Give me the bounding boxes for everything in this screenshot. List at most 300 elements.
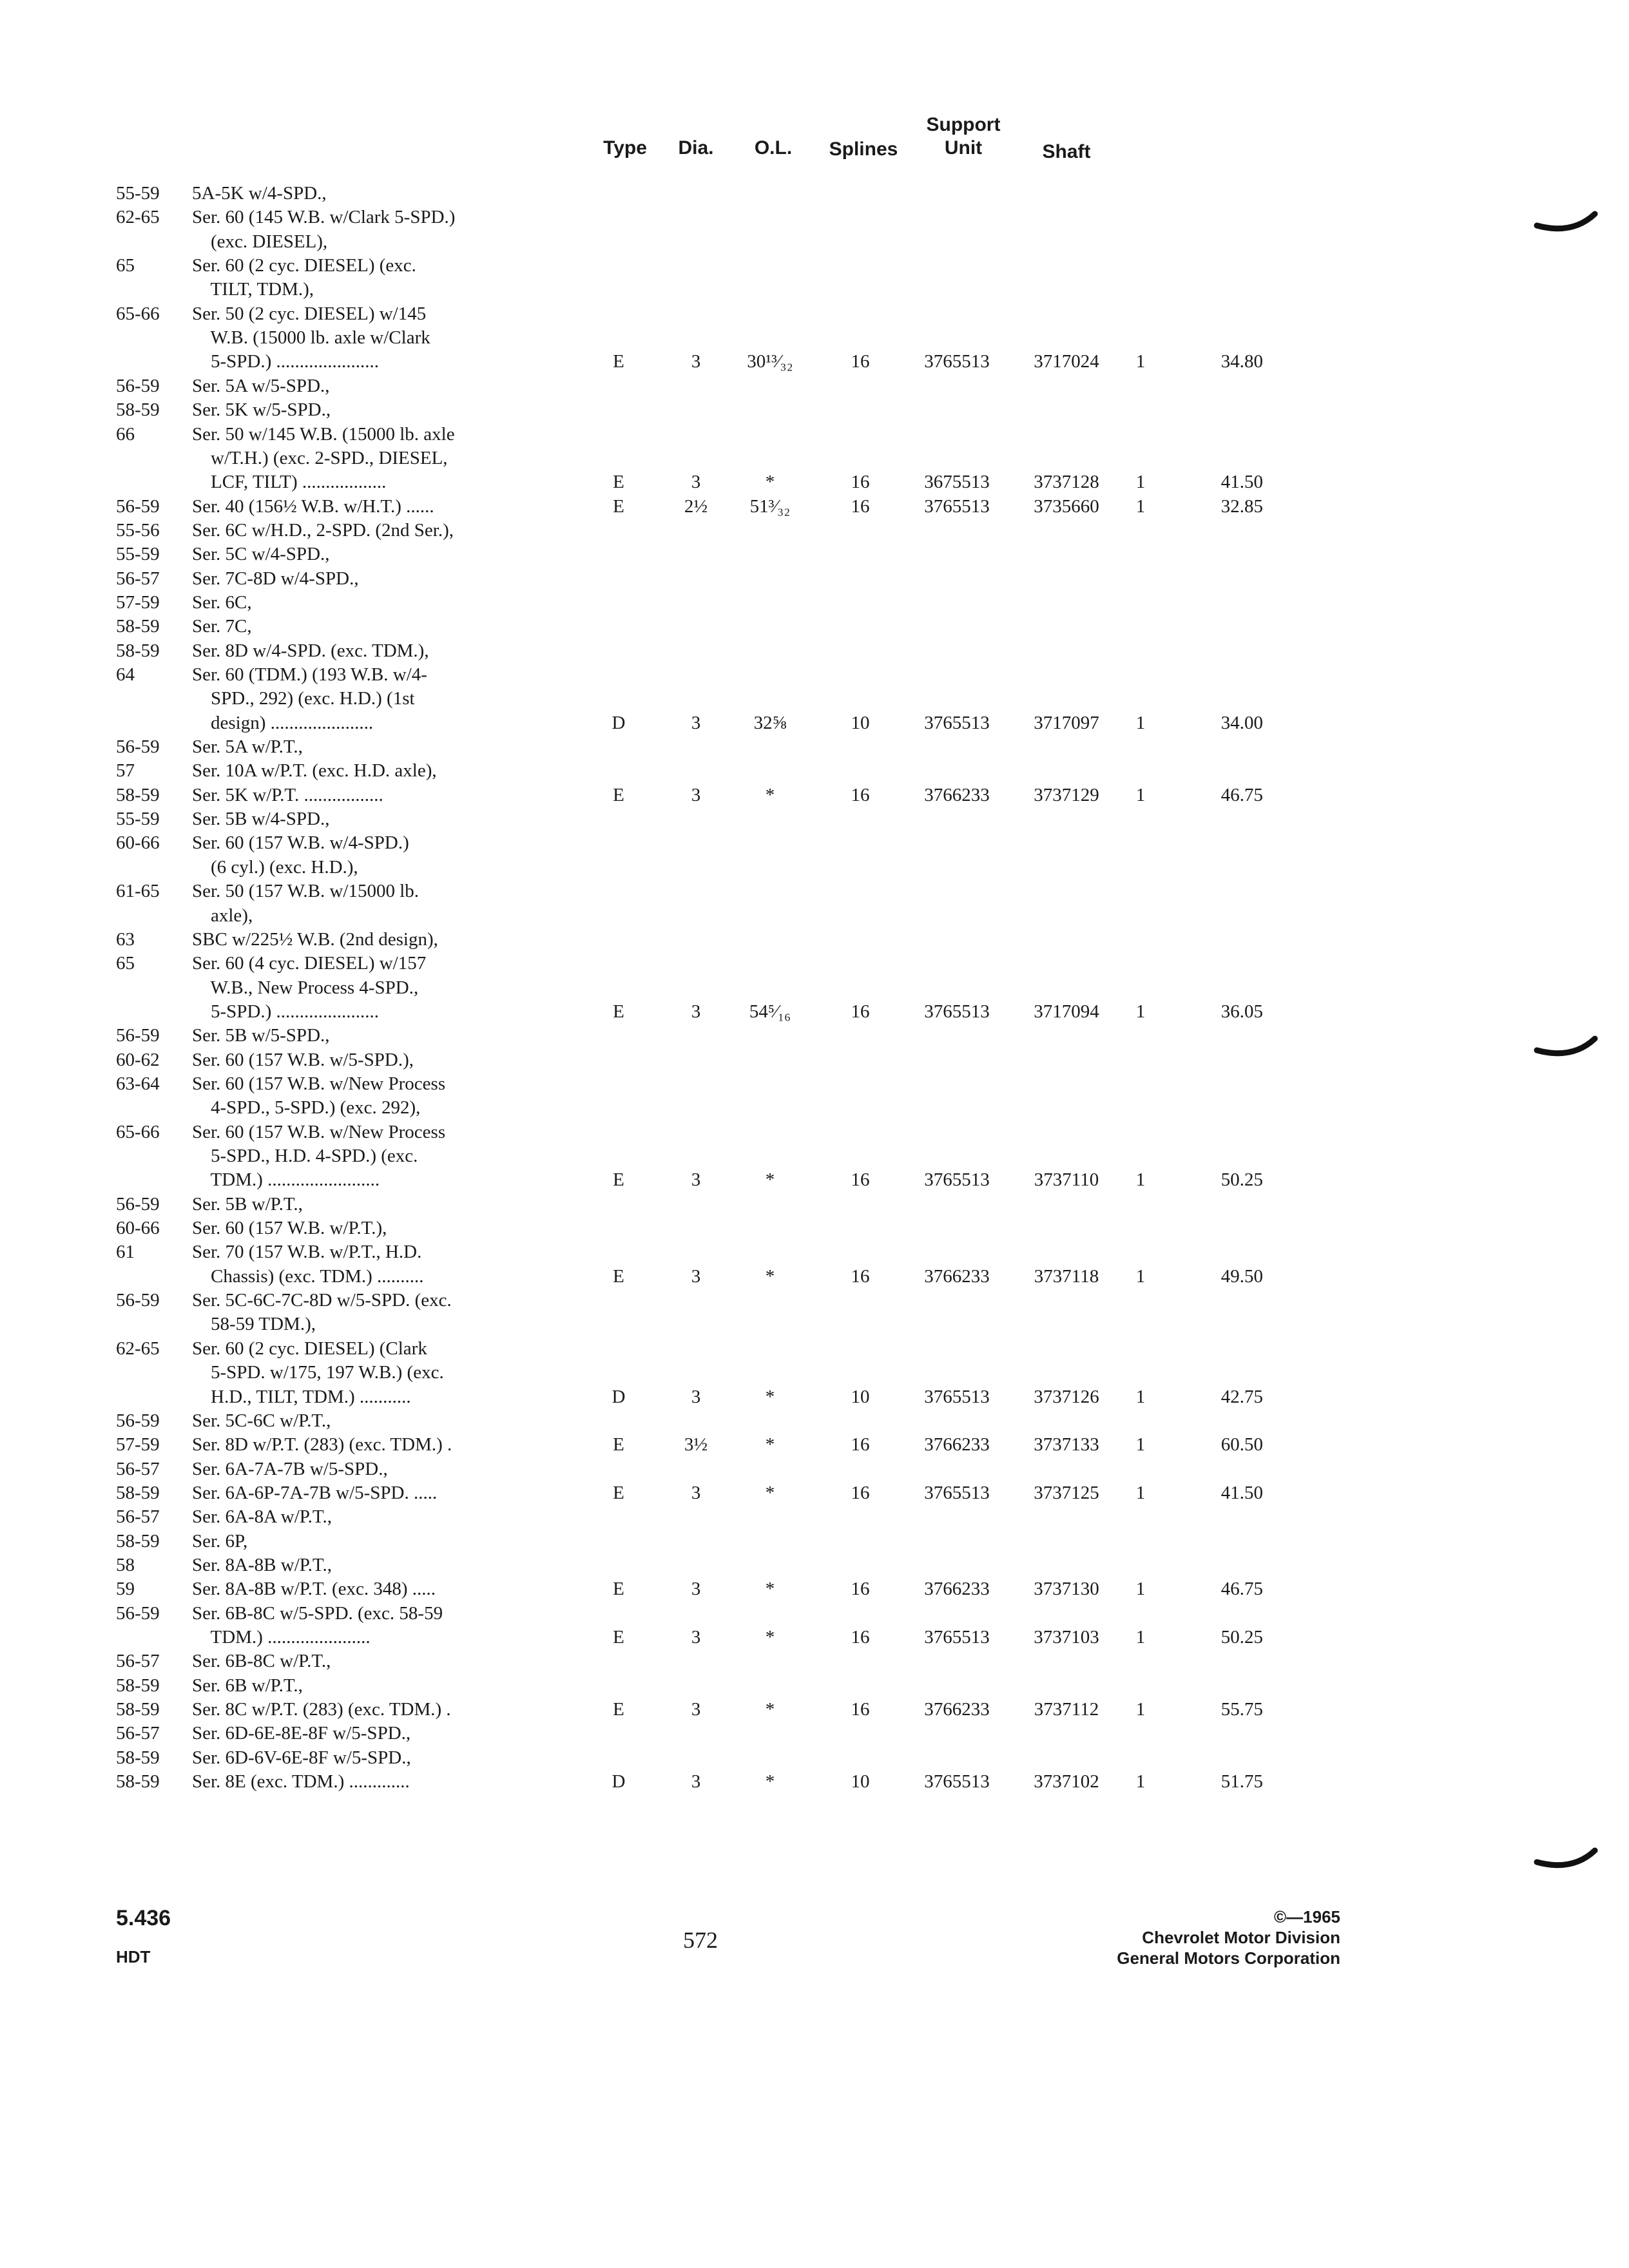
quantity-cell: 1 bbox=[1135, 1169, 1146, 1191]
price-cell: 34.80 bbox=[1220, 351, 1263, 372]
header-shaft: Shaft bbox=[1042, 141, 1091, 162]
shaft-cell: 3737110 bbox=[1034, 1169, 1099, 1191]
diameter-cell: 3 bbox=[691, 1386, 701, 1407]
price-cell: 32.85 bbox=[1220, 495, 1263, 517]
table-row bbox=[0, 1626, 1629, 1651]
year-range: 58-59 bbox=[116, 1771, 160, 1792]
support-unit-cell: 3765513 bbox=[924, 1001, 990, 1022]
description: Ser. 5C-6C w/P.T., bbox=[192, 1410, 331, 1431]
shaft-cell: 3737118 bbox=[1034, 1265, 1099, 1287]
year-range: 65 bbox=[116, 953, 135, 974]
type-cell: E bbox=[613, 472, 624, 493]
splines-cell: 10 bbox=[851, 1386, 870, 1407]
description: 5-SPD. w/175, 197 W.B.) (exc. bbox=[192, 1362, 444, 1383]
shaft-cell: 3717024 bbox=[1034, 351, 1099, 372]
splines-cell: 16 bbox=[851, 1265, 870, 1287]
table-text-line bbox=[0, 976, 1629, 1002]
year-range: 56-59 bbox=[116, 375, 160, 396]
support-unit-cell: 3766233 bbox=[924, 1579, 990, 1600]
table-row bbox=[0, 470, 1629, 496]
description: Ser. 60 (157 W.B. w/New Process bbox=[192, 1121, 446, 1142]
quantity-cell: 1 bbox=[1135, 784, 1146, 805]
quantity-cell: 1 bbox=[1135, 1386, 1146, 1407]
description: Ser. 5K w/P.T. ................. bbox=[192, 784, 383, 805]
table-text-line bbox=[0, 519, 1629, 544]
table-text-line bbox=[0, 879, 1629, 905]
header-dia: Dia. bbox=[678, 137, 714, 159]
price-cell: 34.00 bbox=[1220, 712, 1263, 733]
table-text-line bbox=[0, 374, 1629, 400]
year-range: 58 bbox=[116, 1554, 135, 1575]
table-text-line bbox=[0, 639, 1629, 665]
table-text-line bbox=[0, 735, 1629, 761]
quantity-cell: 1 bbox=[1135, 1001, 1146, 1022]
shaft-cell: 3737125 bbox=[1034, 1482, 1099, 1503]
table-text-line bbox=[0, 1120, 1629, 1146]
overall-length-cell: * bbox=[765, 784, 775, 805]
year-range: 56-59 bbox=[116, 495, 160, 517]
support-unit-cell: 3765513 bbox=[924, 1169, 990, 1191]
year-range: 60-66 bbox=[116, 832, 160, 854]
overall-length-cell: * bbox=[765, 1434, 775, 1456]
table-text-line bbox=[0, 423, 1629, 448]
splines-cell: 16 bbox=[851, 495, 870, 517]
shaft-cell: 3737103 bbox=[1034, 1627, 1099, 1648]
diameter-cell: 3 bbox=[691, 351, 701, 372]
shaft-cell: 3737130 bbox=[1034, 1579, 1099, 1600]
description: Ser. 60 (157 W.B. w/5-SPD.), bbox=[192, 1049, 414, 1070]
price-cell: 42.75 bbox=[1220, 1386, 1263, 1407]
description: Ser. 6B w/P.T., bbox=[192, 1675, 303, 1696]
year-range: 58-59 bbox=[116, 784, 160, 805]
header-support-unit: Support Unit bbox=[926, 114, 1001, 159]
description: Ser. 8A-8B w/P.T., bbox=[192, 1554, 332, 1575]
table-text-line bbox=[0, 326, 1629, 352]
description: Ser. 60 (157 W.B. w/4-SPD.) bbox=[192, 832, 409, 854]
quantity-cell: 1 bbox=[1135, 1265, 1146, 1287]
page-number: 572 bbox=[683, 1927, 718, 1953]
year-range: 56-57 bbox=[116, 568, 160, 589]
table-row bbox=[0, 1265, 1629, 1291]
description: Ser. 6A-7A-7B w/5-SPD., bbox=[192, 1458, 388, 1479]
section-number: 5.436 bbox=[116, 1906, 171, 1930]
description: 5-SPD.) ...................... bbox=[192, 1001, 380, 1022]
splines-cell: 10 bbox=[851, 1771, 870, 1792]
year-range: 56-57 bbox=[116, 1506, 160, 1528]
overall-length-cell: 30¹³⁄₃₂ bbox=[747, 351, 793, 372]
year-range: 58-59 bbox=[116, 640, 160, 661]
overall-length-cell: * bbox=[765, 1771, 775, 1792]
splines-cell: 16 bbox=[851, 1579, 870, 1600]
table-row bbox=[0, 711, 1629, 737]
table-text-line bbox=[0, 759, 1629, 785]
quantity-cell: 1 bbox=[1135, 712, 1146, 733]
support-unit-cell: 3765513 bbox=[924, 712, 990, 733]
table-row bbox=[0, 1481, 1629, 1507]
table-text-line bbox=[0, 856, 1629, 881]
description: Ser. 50 (2 cyc. DIESEL) w/145 bbox=[192, 303, 427, 324]
table-text-line bbox=[0, 1289, 1629, 1314]
splines-cell: 16 bbox=[851, 1169, 870, 1191]
table-text-line bbox=[0, 1674, 1629, 1700]
description: H.D., TILT, TDM.) ........... bbox=[192, 1386, 411, 1407]
diameter-cell: 3 bbox=[691, 1579, 701, 1600]
table-text-line bbox=[0, 398, 1629, 424]
description: Ser. 6B-8C w/5-SPD. (exc. 58-59 bbox=[192, 1602, 443, 1624]
price-cell: 41.50 bbox=[1220, 472, 1263, 493]
description: Ser. 6A-6P-7A-7B w/5-SPD. ..... bbox=[192, 1482, 438, 1503]
description: Ser. 60 (157 W.B. w/New Process bbox=[192, 1073, 446, 1094]
overall-length-cell: * bbox=[765, 1699, 775, 1720]
description: Ser. 10A w/P.T. (exc. H.D. axle), bbox=[192, 760, 437, 782]
description: Ser. 8D w/4-SPD. (exc. TDM.), bbox=[192, 640, 429, 661]
year-range: 62-65 bbox=[116, 1338, 160, 1359]
price-cell: 46.75 bbox=[1220, 1579, 1263, 1600]
table-row bbox=[0, 1385, 1629, 1411]
corporation-name: General Motors Corporation bbox=[1117, 1948, 1340, 1968]
type-cell: E bbox=[613, 1699, 624, 1720]
type-cell: D bbox=[612, 1771, 626, 1792]
splines-cell: 16 bbox=[851, 351, 870, 372]
table-text-line bbox=[0, 1361, 1629, 1387]
description: Ser. 8D w/P.T. (283) (exc. TDM.) . bbox=[192, 1434, 452, 1456]
year-range: 55-59 bbox=[116, 809, 160, 830]
table-row bbox=[0, 1577, 1629, 1603]
support-unit-cell: 3765513 bbox=[924, 1386, 990, 1407]
shaft-cell: 3737129 bbox=[1034, 784, 1099, 805]
splines-cell: 16 bbox=[851, 784, 870, 805]
table-text-line bbox=[0, 543, 1629, 568]
description: Ser. 6C, bbox=[192, 591, 252, 613]
price-cell: 50.25 bbox=[1220, 1627, 1263, 1648]
type-cell: E bbox=[613, 1627, 624, 1648]
description: Ser. 6C w/H.D., 2-SPD. (2nd Ser.), bbox=[192, 519, 454, 541]
type-cell: E bbox=[613, 351, 624, 372]
shaft-cell: 3737126 bbox=[1034, 1386, 1099, 1407]
overall-length-cell: * bbox=[765, 1386, 775, 1407]
year-range: 58-59 bbox=[116, 1530, 160, 1552]
description: Ser. 5B w/4-SPD., bbox=[192, 809, 330, 830]
year-range: 56-59 bbox=[116, 1025, 160, 1046]
table-row bbox=[0, 1770, 1629, 1796]
table-text-line bbox=[0, 1409, 1629, 1435]
table-text-line bbox=[0, 1553, 1629, 1579]
description: Ser. 5C-6C-7C-8D w/5-SPD. (exc. bbox=[192, 1290, 452, 1311]
table-row bbox=[0, 1000, 1629, 1026]
table-text-line bbox=[0, 952, 1629, 977]
description: Ser. 40 (156½ W.B. w/H.T.) ...... bbox=[192, 495, 434, 517]
description: LCF, TILT) .................. bbox=[192, 472, 387, 493]
support-unit-cell: 3765513 bbox=[924, 1771, 990, 1792]
type-cell: E bbox=[613, 1001, 624, 1022]
description: Ser. 60 (4 cyc. DIESEL) w/157 bbox=[192, 953, 427, 974]
table-row bbox=[0, 495, 1629, 521]
quantity-cell: 1 bbox=[1135, 495, 1146, 517]
description: (6 cyl.) (exc. H.D.), bbox=[192, 856, 358, 878]
table-text-line bbox=[0, 591, 1629, 617]
description: 58-59 TDM.), bbox=[192, 1314, 316, 1335]
price-cell: 36.05 bbox=[1220, 1001, 1263, 1022]
splines-cell: 16 bbox=[851, 1434, 870, 1456]
description: (exc. DIESEL), bbox=[192, 231, 328, 252]
description: 5-SPD., H.D. 4-SPD.) (exc. bbox=[192, 1146, 418, 1166]
quantity-cell: 1 bbox=[1135, 1482, 1146, 1503]
table-text-line bbox=[0, 807, 1629, 833]
overall-length-cell: * bbox=[765, 1627, 775, 1648]
description: Ser. 60 (157 W.B. w/P.T.), bbox=[192, 1218, 387, 1239]
table-text-line bbox=[0, 1216, 1629, 1242]
year-range: 64 bbox=[116, 664, 135, 685]
support-unit-cell: 3766233 bbox=[924, 1699, 990, 1720]
quantity-cell: 1 bbox=[1135, 1771, 1146, 1792]
description: Ser. 60 (2 cyc. DIESEL) (exc. bbox=[192, 255, 416, 276]
description: Ser. 7C, bbox=[192, 616, 252, 637]
copyright: ©—1965 bbox=[1274, 1907, 1340, 1927]
year-range: 63-64 bbox=[116, 1073, 160, 1094]
table-row bbox=[0, 1433, 1629, 1459]
type-cell: E bbox=[613, 495, 624, 517]
shaft-cell: 3737133 bbox=[1034, 1434, 1099, 1456]
diameter-cell: 2½ bbox=[684, 495, 708, 517]
division-name: Chevrolet Motor Division bbox=[1142, 1928, 1340, 1947]
table-text-line bbox=[0, 831, 1629, 857]
description: Ser. 6D-6E-8E-8F w/5-SPD., bbox=[192, 1723, 411, 1744]
table-text-line bbox=[0, 1024, 1629, 1050]
description: SBC w/225½ W.B. (2nd design), bbox=[192, 928, 438, 950]
table-text-line bbox=[0, 278, 1629, 303]
year-range: 56-57 bbox=[116, 1651, 160, 1672]
type-cell: E bbox=[613, 1169, 624, 1191]
description: Ser. 5A w/5-SPD., bbox=[192, 375, 330, 396]
price-cell: 55.75 bbox=[1220, 1699, 1263, 1720]
type-cell: E bbox=[613, 1579, 624, 1600]
description: Ser. 50 (157 W.B. w/15000 lb. bbox=[192, 881, 419, 902]
description: Ser. 5B w/5-SPD., bbox=[192, 1025, 330, 1046]
price-cell: 51.75 bbox=[1220, 1771, 1263, 1792]
description: Ser. 50 w/145 W.B. (15000 lb. axle bbox=[192, 423, 455, 445]
description: Ser. 8E (exc. TDM.) ............. bbox=[192, 1771, 410, 1792]
year-range: 59 bbox=[116, 1579, 135, 1600]
table-text-line bbox=[0, 447, 1629, 472]
year-range: 55-59 bbox=[116, 183, 160, 204]
splines-cell: 16 bbox=[851, 1627, 870, 1648]
description: Ser. 6A-8A w/P.T., bbox=[192, 1506, 332, 1528]
shaft-cell: 3737128 bbox=[1034, 472, 1099, 493]
table-text-line bbox=[0, 1457, 1629, 1483]
quantity-cell: 1 bbox=[1135, 1434, 1146, 1456]
year-range: 55-59 bbox=[116, 544, 160, 565]
quantity-cell: 1 bbox=[1135, 1699, 1146, 1720]
header-splines: Splines bbox=[829, 139, 898, 160]
table-text-line bbox=[0, 302, 1629, 328]
overall-length-cell: * bbox=[765, 1265, 775, 1287]
diameter-cell: 3 bbox=[691, 1627, 701, 1648]
year-range: 55-56 bbox=[116, 519, 160, 541]
year-range: 63 bbox=[116, 928, 135, 950]
description: Ser. 5A w/P.T., bbox=[192, 736, 303, 758]
diameter-cell: 3 bbox=[691, 472, 701, 493]
year-range: 61 bbox=[116, 1242, 135, 1263]
table-text-line bbox=[0, 206, 1629, 231]
support-unit-cell: 3765513 bbox=[924, 1482, 990, 1503]
description: TDM.) ........................ bbox=[192, 1169, 380, 1191]
shaft-cell: 3737112 bbox=[1034, 1699, 1099, 1720]
shaft-cell: 3735660 bbox=[1034, 495, 1099, 517]
type-cell: D bbox=[612, 1386, 626, 1407]
overall-length-cell: * bbox=[765, 1482, 775, 1503]
diameter-cell: 3 bbox=[691, 1265, 701, 1287]
table-text-line bbox=[0, 1722, 1629, 1747]
binder-mark-icon bbox=[1534, 206, 1598, 238]
splines-cell: 16 bbox=[851, 1699, 870, 1720]
year-range: 56-59 bbox=[116, 1193, 160, 1215]
splines-cell: 16 bbox=[851, 472, 870, 493]
description: Ser. 8C w/P.T. (283) (exc. TDM.) . bbox=[192, 1699, 451, 1720]
table-text-line bbox=[0, 1048, 1629, 1074]
overall-length-cell: 32⅝ bbox=[753, 712, 787, 733]
description: Ser. 5B w/P.T., bbox=[192, 1193, 303, 1215]
description: Ser. 5C w/4-SPD., bbox=[192, 544, 330, 565]
binder-mark-icon bbox=[1534, 1843, 1598, 1875]
table-text-line bbox=[0, 1649, 1629, 1675]
year-range: 60-66 bbox=[116, 1218, 160, 1239]
table-text-line bbox=[0, 1602, 1629, 1628]
description: Ser. 6B-8C w/P.T., bbox=[192, 1651, 331, 1672]
manual-code: HDT bbox=[116, 1947, 151, 1966]
overall-length-cell: * bbox=[765, 1579, 775, 1600]
overall-length-cell: * bbox=[765, 472, 775, 493]
year-range: 58-59 bbox=[116, 1747, 160, 1768]
splines-cell: 10 bbox=[851, 712, 870, 733]
support-unit-cell: 3765513 bbox=[924, 1627, 990, 1648]
diameter-cell: 3 bbox=[691, 1699, 701, 1720]
support-unit-cell: 3766233 bbox=[924, 784, 990, 805]
year-range: 61-65 bbox=[116, 881, 160, 902]
table-text-line bbox=[0, 1530, 1629, 1555]
year-range: 56-57 bbox=[116, 1458, 160, 1479]
shaft-cell: 3717094 bbox=[1034, 1001, 1099, 1022]
year-range: 58-59 bbox=[116, 399, 160, 421]
description: Ser. 6P, bbox=[192, 1530, 248, 1552]
description: Ser. 5K w/5-SPD., bbox=[192, 399, 331, 421]
description: 5A-5K w/4-SPD., bbox=[192, 183, 327, 204]
table-row bbox=[0, 783, 1629, 809]
description: 4-SPD., 5-SPD.) (exc. 292), bbox=[192, 1097, 421, 1119]
description: Chassis) (exc. TDM.) .......... bbox=[192, 1265, 424, 1287]
table-text-line bbox=[0, 1072, 1629, 1098]
table-text-line bbox=[0, 615, 1629, 640]
splines-cell: 16 bbox=[851, 1001, 870, 1022]
support-unit-cell: 3765513 bbox=[924, 351, 990, 372]
table-text-line bbox=[0, 663, 1629, 689]
year-range: 56-57 bbox=[116, 1723, 160, 1744]
support-unit-cell: 3766233 bbox=[924, 1434, 990, 1456]
type-cell: E bbox=[613, 1265, 624, 1287]
description: design) ...................... bbox=[192, 712, 374, 733]
price-cell: 46.75 bbox=[1220, 784, 1263, 805]
year-range: 58-59 bbox=[116, 616, 160, 637]
splines-cell: 16 bbox=[851, 1482, 870, 1503]
price-cell: 50.25 bbox=[1220, 1169, 1263, 1191]
description: axle), bbox=[192, 905, 253, 926]
description: Ser. 8A-8B w/P.T. (exc. 348) ..... bbox=[192, 1579, 436, 1600]
year-range: 56-59 bbox=[116, 1410, 160, 1431]
year-range: 58-59 bbox=[116, 1482, 160, 1503]
support-unit-cell: 3765513 bbox=[924, 495, 990, 517]
year-range: 65-66 bbox=[116, 1121, 160, 1142]
table-text-line bbox=[0, 230, 1629, 256]
diameter-cell: 3 bbox=[691, 784, 701, 805]
support-unit-cell: 3675513 bbox=[924, 472, 990, 493]
table-text-line bbox=[0, 1193, 1629, 1218]
table-text-line bbox=[0, 1746, 1629, 1772]
diameter-cell: 3 bbox=[691, 1169, 701, 1191]
year-range: 57-59 bbox=[116, 1434, 160, 1456]
price-cell: 60.50 bbox=[1220, 1434, 1263, 1456]
year-range: 57 bbox=[116, 760, 135, 782]
support-unit-cell: 3766233 bbox=[924, 1265, 990, 1287]
quantity-cell: 1 bbox=[1135, 351, 1146, 372]
description: w/T.H.) (exc. 2-SPD., DIESEL, bbox=[192, 447, 448, 468]
quantity-cell: 1 bbox=[1135, 1627, 1146, 1648]
table-row bbox=[0, 350, 1629, 376]
diameter-cell: 3 bbox=[691, 1771, 701, 1792]
year-range: 62-65 bbox=[116, 207, 160, 228]
header-ol: O.L. bbox=[754, 137, 793, 159]
table-text-line bbox=[0, 1096, 1629, 1122]
table-text-line bbox=[0, 904, 1629, 930]
diameter-cell: 3½ bbox=[684, 1434, 708, 1456]
table-text-line bbox=[0, 182, 1629, 207]
header-type: Type bbox=[603, 137, 647, 159]
description: Ser. 6D-6V-6E-8F w/5-SPD., bbox=[192, 1747, 411, 1768]
overall-length-cell: 54⁵⁄₁₆ bbox=[749, 1001, 791, 1022]
diameter-cell: 3 bbox=[691, 1482, 701, 1503]
overall-length-cell: 51³⁄₃₂ bbox=[749, 495, 791, 517]
description: Ser. 60 (2 cyc. DIESEL) (Clark bbox=[192, 1338, 427, 1359]
shaft-cell: 3737102 bbox=[1034, 1771, 1099, 1792]
description: Ser. 7C-8D w/4-SPD., bbox=[192, 568, 359, 589]
quantity-cell: 1 bbox=[1135, 1579, 1146, 1600]
year-range: 65-66 bbox=[116, 303, 160, 324]
table-text-line bbox=[0, 1144, 1629, 1170]
year-range: 58-59 bbox=[116, 1675, 160, 1696]
year-range: 56-59 bbox=[116, 1602, 160, 1624]
type-cell: E bbox=[613, 1434, 624, 1456]
table-text-line bbox=[0, 254, 1629, 280]
description: W.B. (15000 lb. axle w/Clark bbox=[192, 327, 430, 349]
year-range: 60-62 bbox=[116, 1049, 160, 1070]
type-cell: E bbox=[613, 1482, 624, 1503]
description: Ser. 70 (157 W.B. w/P.T., H.D. bbox=[192, 1242, 422, 1263]
description: 5-SPD.) ...................... bbox=[192, 351, 380, 372]
type-cell: E bbox=[613, 784, 624, 805]
year-range: 56-59 bbox=[116, 736, 160, 758]
table-row bbox=[0, 1698, 1629, 1724]
table-text-line bbox=[0, 687, 1629, 713]
year-range: 65 bbox=[116, 255, 135, 276]
price-cell: 49.50 bbox=[1220, 1265, 1263, 1287]
table-row bbox=[0, 1168, 1629, 1194]
price-cell: 41.50 bbox=[1220, 1482, 1263, 1503]
table-text-line bbox=[0, 928, 1629, 954]
table-text-line bbox=[0, 1312, 1629, 1338]
table-text-line bbox=[0, 1240, 1629, 1266]
year-range: 57-59 bbox=[116, 591, 160, 613]
table-text-line bbox=[0, 1505, 1629, 1531]
description: Ser. 60 (145 W.B. w/Clark 5-SPD.) bbox=[192, 207, 456, 228]
table-text-line bbox=[0, 1337, 1629, 1363]
